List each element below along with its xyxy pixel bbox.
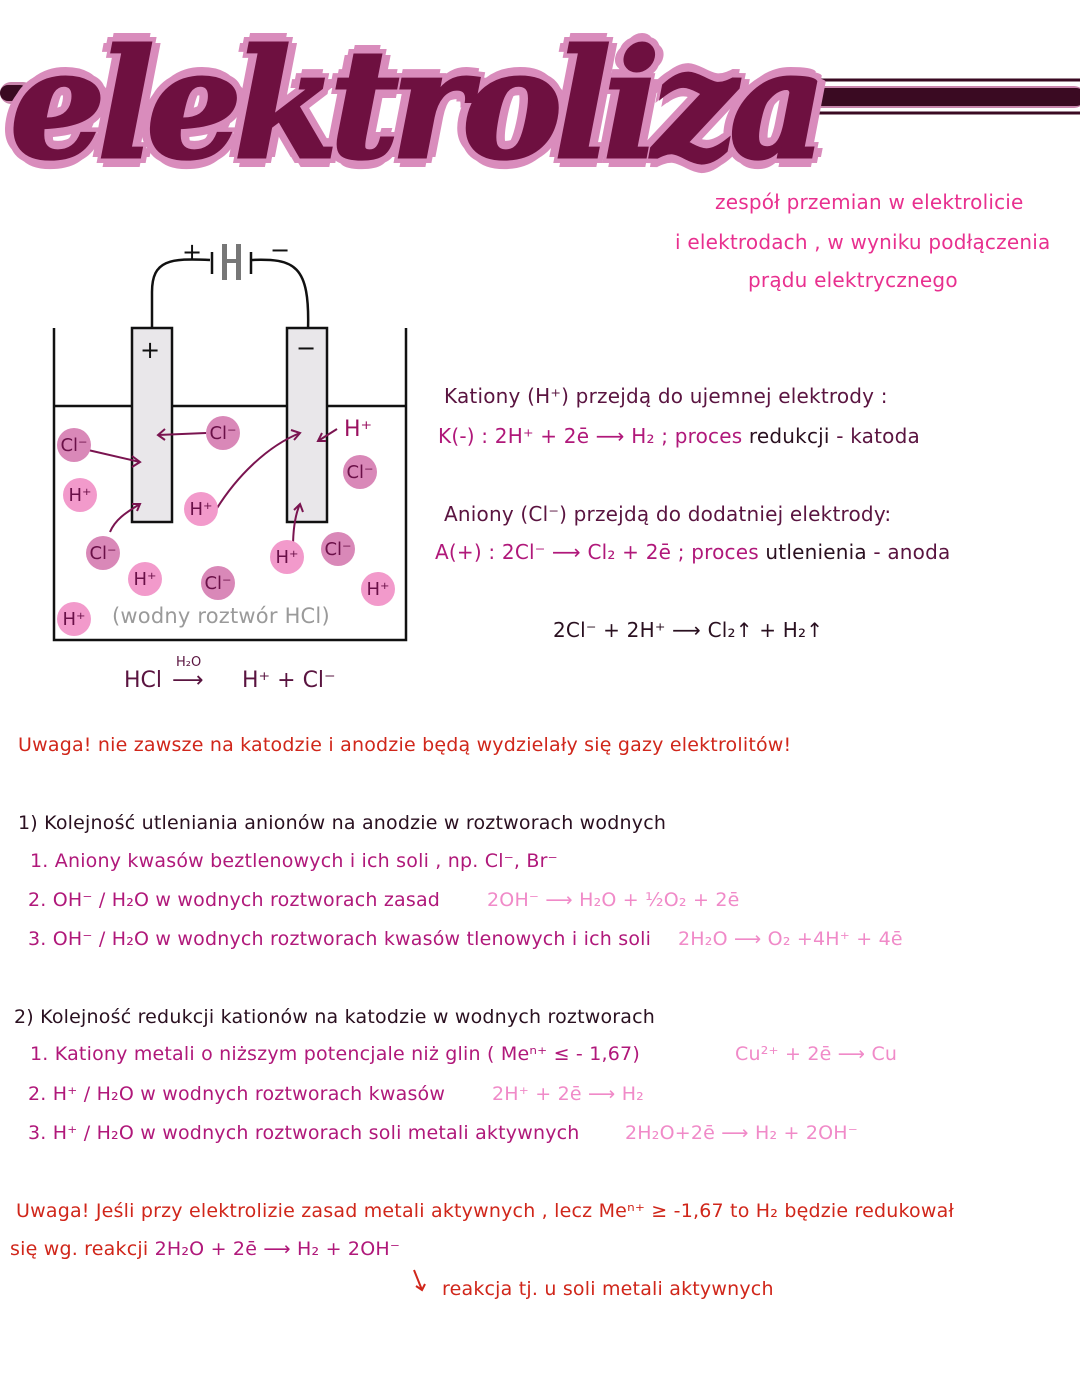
section2-item-1: 1. Kationy metali o niższym potencjale niż glin ( Meⁿ⁺ ≤ - 1,67) [30,1043,640,1065]
section1-item-3: 3. OH⁻ / H₂O w wodnych roztworach kwasów tlenowych i ich soli [28,928,652,950]
dissociation-right: H⁺ + Cl⁻ [242,668,336,693]
section2-heading: 2) Kolejność redukcji kationów na katodzie w wodnych roztworach [14,1006,656,1028]
cathode-equation: K(-) : 2H⁺ + 2ē ⟶ H₂ [438,424,655,448]
anode-electrode: - anoda [873,540,951,564]
ion-cl: Cl⁻ [57,428,91,462]
ion-cl: Cl⁻ [343,455,377,489]
ion-cl: Cl⁻ [321,532,355,566]
section2-item-2: 2. H⁺ / H₂O w wodnych roztworach kwasów [28,1083,446,1105]
ion-h: H⁺ [270,540,304,574]
section2-item-3: 3. H⁺ / H₂O w wodnych roztworach soli metali aktywnych [28,1122,580,1144]
section1-item-3-reaction: 2H₂O ⟶ O₂ +4H⁺ + 4ē [678,928,903,950]
ion-h: H⁺ [361,572,395,606]
definition-line-2: i elektrodach , w wyniku podłączenia [675,230,1051,254]
section2-item-1-reaction: Cu²⁺ + 2ē ⟶ Cu [735,1043,898,1065]
ion-h: H⁺ [128,562,162,596]
ion-cl: Cl⁻ [206,416,240,450]
page-title: elektroliza [10,17,819,193]
warning-2-reaction: 2H₂O + 2ē ⟶ H₂ + 2OH⁻ [154,1238,401,1260]
anode-process-type: utlenienia [765,540,867,564]
svg-text:−: − [270,236,291,264]
dissociation-arrow: ⟶ [172,668,204,693]
dissociation-left: HCl [124,668,163,693]
cathode-process-type: redukcji [748,424,830,448]
warning-2-note: reakcja tj. u soli metali aktywnych [442,1278,774,1300]
free-ion-h: H⁺ [344,417,373,442]
cathode-equation-line: K(-) : 2H⁺ + 2ē ⟶ H₂ ; proces redukcji - katoda [438,424,920,448]
cathode-heading: Kationy (H⁺) przejdą do ujemnej elektrody : [444,384,888,408]
dissociation-over-arrow: H₂O [176,655,202,670]
overall-reaction: 2Cl⁻ + 2H⁺ ⟶ Cl₂↑ + H₂↑ [553,618,824,642]
note-arrow-icon [410,1268,440,1298]
svg-text:+: + [140,336,161,364]
ion-h: H⁺ [57,602,91,636]
section1-heading: 1) Kolejność utleniania anionów na anodzie w roztworach wodnych [18,812,667,834]
section1-item-2-reaction: 2OH⁻ ⟶ H₂O + ½O₂ + 2ē [487,889,740,911]
solution-label: (wodny roztwór HCl) [112,604,330,628]
anode-heading: Aniony (Cl⁻) przejdą do dodatniej elektrody: [444,502,892,526]
svg-text:−: − [296,334,317,362]
ion-cl: Cl⁻ [86,536,120,570]
cathode-electrode: - katoda [836,424,920,448]
svg-text:+: + [182,238,203,266]
section2-item-3-reaction: 2H₂O+2ē ⟶ H₂ + 2OH⁻ [625,1122,859,1144]
anode-equation-line: A(+) : 2Cl⁻ ⟶ Cl₂ + 2ē ; proces utlenienia - anoda [435,540,951,564]
ion-h: H⁺ [184,492,218,526]
warning-2-line-2: się wg. reakcji 2H₂O + 2ē ⟶ H₂ + 2OH⁻ [10,1238,401,1260]
warning-2-line-1: Uwaga! Jeśli przy elektrolizie zasad metali aktywnych , lecz Meⁿ⁺ ≥ -1,67 to H₂ będzie redukował [16,1200,955,1222]
section1-item-2: 2. OH⁻ / H₂O w wodnych roztworach zasad [28,889,441,911]
ion-cl: Cl⁻ [201,566,235,600]
definition-line-1: zespół przemian w elektrolicie [715,190,1024,214]
warning-1: Uwaga! nie zawsze na katodzie i anodzie będą wydzielały się gazy elektrolitów! [18,734,792,756]
anode-equation: A(+) : 2Cl⁻ ⟶ Cl₂ + 2ē [435,540,672,564]
ion-h: H⁺ [63,478,97,512]
definition-line-3: prądu elektrycznego [748,268,958,292]
section2-item-2-reaction: 2H⁺ + 2ē ⟶ H₂ [492,1083,645,1105]
section1-item-1: 1. Aniony kwasów beztlenowych i ich soli , np. Cl⁻, Br⁻ [30,850,558,872]
